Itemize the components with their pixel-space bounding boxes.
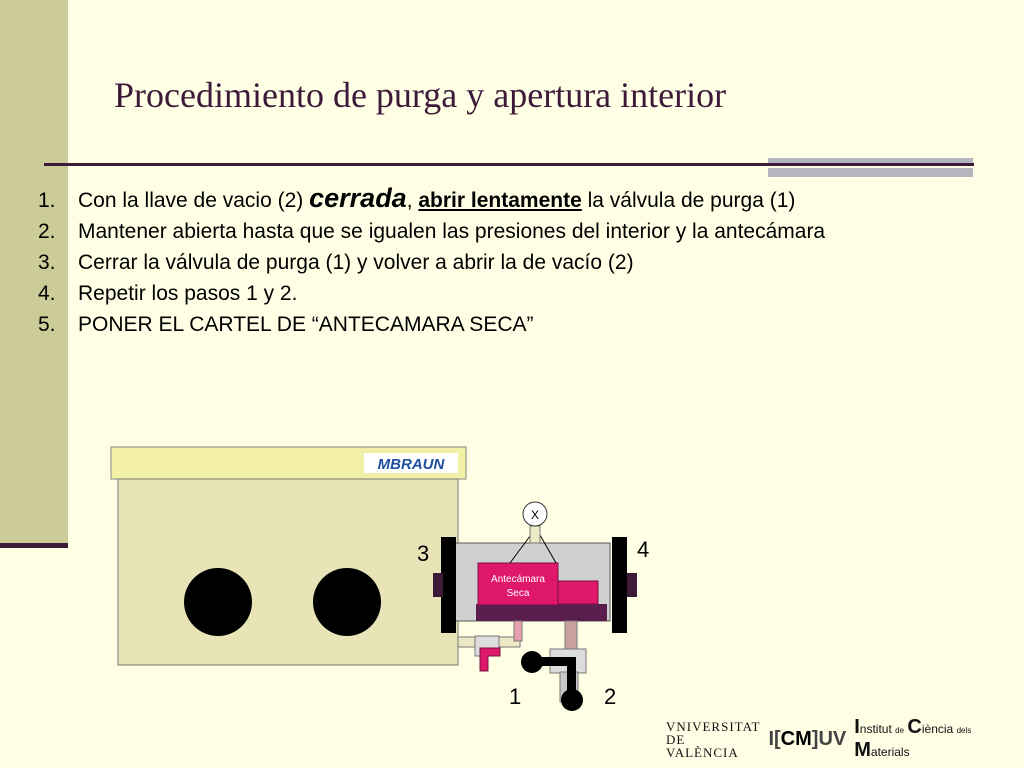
sign-line-2: Seca [506, 588, 530, 599]
step-number: 5. [38, 313, 56, 336]
step-3-text: Cerrar la válvula de purga (1) y volver a abrir la de vacío (2) [78, 251, 634, 274]
mbraun-logo-text: MBRAUN [377, 456, 445, 473]
icmuv-bracket-open: I[ [768, 727, 781, 750]
callout-label-2: 2 [604, 684, 617, 709]
tray [476, 604, 607, 621]
step-1-abrir: abrir lentamente [418, 189, 582, 212]
inst-initial-i: I [854, 716, 860, 738]
sign-line-1: Antecámara [491, 574, 545, 585]
institute-logo [854, 716, 1024, 762]
outer-door-flange [612, 537, 627, 633]
inner-door-stub [433, 573, 443, 597]
vacuum-pipe-vertical [565, 621, 577, 651]
uv-logo-line-2: DE VALÈNCIA [666, 731, 739, 760]
icmuv-cm: CM [780, 727, 812, 750]
step-5-text: PONER EL CARTEL DE “ANTECAMARA SECA” [78, 313, 534, 336]
inst-initial-c: C [907, 716, 922, 738]
outer-door-stub [627, 573, 637, 597]
sign-backing [555, 581, 598, 604]
purge-valve-outlet [480, 648, 500, 671]
step-number: 2. [38, 220, 56, 243]
step-1-text-b: la válvula de purga (1) [581, 189, 796, 212]
step-1-text-a: Con la llave de vacio (2) [78, 189, 310, 212]
callout-label-1: 1 [509, 684, 522, 709]
glove-port-left [184, 568, 252, 636]
callout-label-3: 3 [417, 541, 430, 566]
step-1-cerrada: cerrada [309, 183, 407, 213]
purge-pipe-riser [514, 621, 522, 641]
inst-de: de [895, 726, 905, 735]
valve-2-stem [567, 657, 576, 693]
uv-logo-line-1: VNIVERSITAT [666, 718, 761, 734]
valve-2-knob [561, 689, 583, 711]
uv-logo [666, 720, 760, 759]
inst-word-2: iència [921, 722, 954, 736]
glove-port-right [313, 568, 381, 636]
inst-word-3: aterials [870, 745, 910, 759]
icmuv-bracket-close: ]UV [811, 727, 847, 750]
inst-initial-m: M [854, 739, 871, 761]
icmuv-logo [768, 728, 846, 751]
step-number: 1. [38, 189, 56, 212]
step-number: 4. [38, 282, 56, 305]
inst-dels: dels [956, 726, 972, 735]
gauge-label: X [530, 508, 540, 522]
slide-title: Procedimiento de purga y apertura interior [114, 75, 727, 115]
glovebox-body [118, 479, 458, 665]
inst-word-1: nstitut [859, 722, 892, 736]
callout-label-4: 4 [637, 537, 650, 562]
gauge-stem [530, 526, 540, 543]
step-1-comma: , [406, 189, 419, 212]
step-2-text: Mantener abierta hasta que se igualen las presiones del interior y la antecámara [78, 220, 826, 243]
step-number: 3. [38, 251, 56, 274]
footer-logos [666, 716, 1024, 762]
inner-door-flange [441, 537, 456, 633]
step-4-text: Repetir los pasos 1 y 2. [78, 282, 298, 305]
